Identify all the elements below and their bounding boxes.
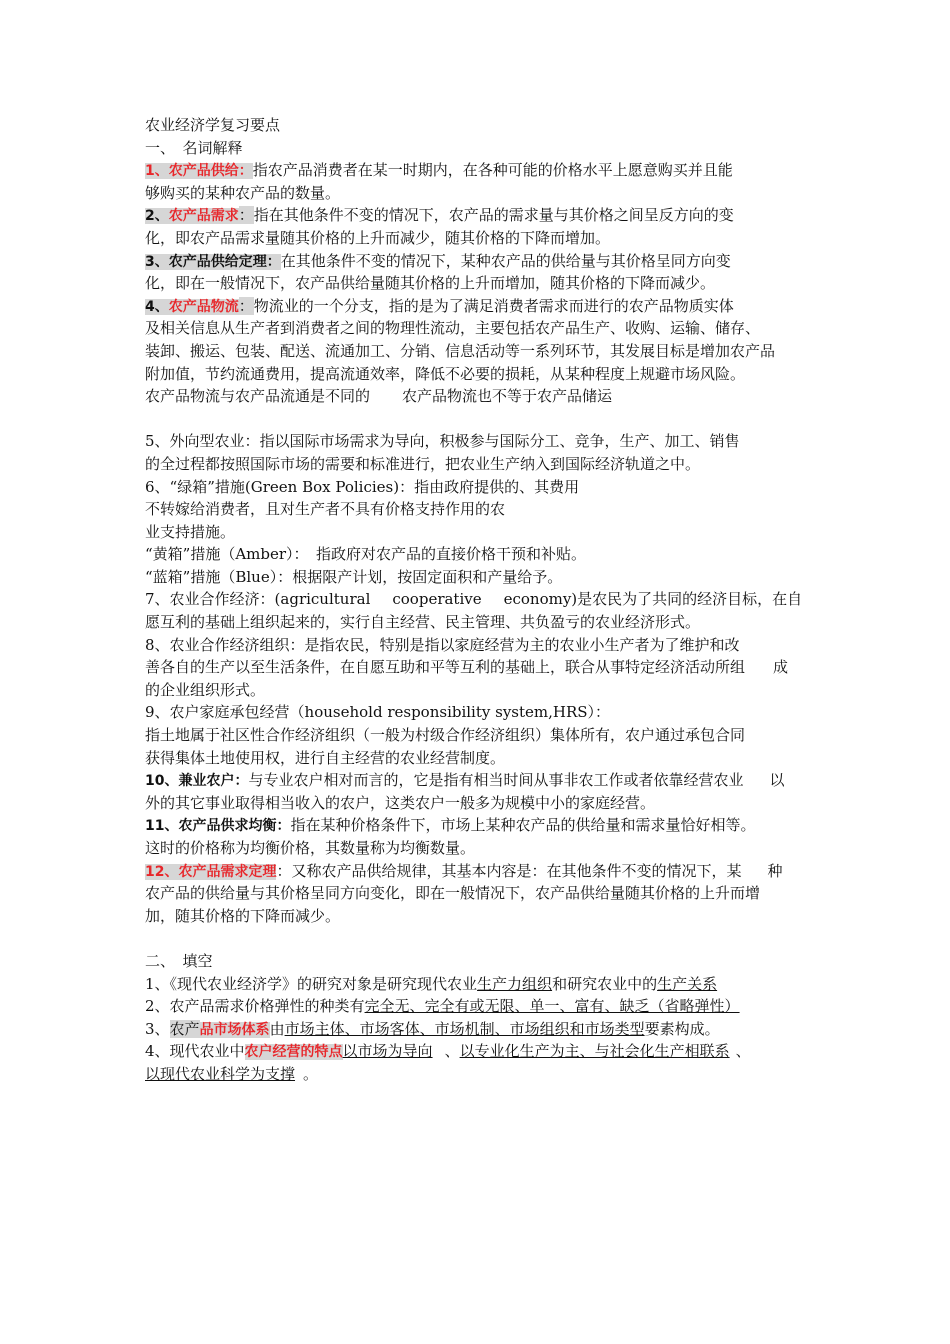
term-11: 11、农产品供求均衡：指在某种价格条件下，市场上某种农产品的供给量和需求量恰好相等。: [145, 816, 756, 835]
term-6: 6、“绿箱”措施(Green Box Policies)：指由政府提供的、其费用: [145, 477, 580, 496]
answer-blank: 市场主体、市场客体、市场机制、市场组织和市场类型: [284, 1019, 645, 1038]
answer-blank: 以专业化生产为主、与社会化生产相联系: [459, 1042, 730, 1061]
term-label: 11、农产品供求均衡：: [145, 818, 291, 835]
term-2: 2、农产品需求：指在其他条件不变的情况下，农产品的需求量与其价格之间呈反方向的变: [145, 206, 734, 225]
answer-blank: 以现代农业科学为支撑: [145, 1064, 296, 1083]
term-5: 5、外向型农业：指以国际市场需求为导向，积极参与国际分工、竞争，生产、加工、销售: [145, 432, 740, 451]
note-line: 农产品物流与农产品流通是不同的 农产品物流也不等于农产品储运: [145, 387, 613, 406]
section-heading-2: 二、 填空: [145, 951, 213, 970]
term-label: 农产品需求: [168, 208, 239, 225]
fill-4: 4、现代农业中农户经营的特点以市场为导向 、以专业化生产为主、与社会化生产相联系 、: [145, 1042, 751, 1061]
term-10: 10、兼业农户：与专业农户相对而言的，它是指有相当时间从事非农工作或者依靠经营农业 以: [145, 771, 785, 790]
term-3: 3、农产品供给定理：在其他条件不变的情况下，某种农产品的供给量与其价格呈同方向变: [145, 251, 731, 270]
fill-1: 1、《现代农业经济学》的研究对象是研究现代农业生产力组织和研究农业中的生产关系: [145, 974, 718, 993]
fill-3: 3、农产品市场体系由市场主体、市场客体、市场机制、市场组织和市场类型要素构成。: [145, 1019, 720, 1038]
fill-2: 2、农产品需求价格弹性的种类有完全无、完全有或无限、单一、富有、缺乏（省略弹性）: [145, 997, 740, 1016]
term-7: 7、农业合作经济：(agricultural cooperative economy)是农民为了共同的经济目标，在自: [145, 590, 803, 609]
term-label: 10、兼业农户：: [145, 773, 249, 790]
document-body: 农业经济学复习要点 一、 名词解释 1、农产品供给：指农产品消费者在某一时期内，在各种可能的价格水平上愿意购买并且能 够购买的某种农产品的数量。 2、农产品需求：指在其他条件不变的情况下，农产品的需求量与其价格之间呈反方向的变 化，即农产品需求量随其价格的上升而减少，随其价格的下降而增加。 3、农产品供给定理：在其他条件不变的情况下，某种农产品的供给量与其价格呈同方向变 化，即在一般情况下，农产品供给量随其价格的上升而增加，随其价格的下降而减少。 4、农产品物流：物流业的一个分支，指的是为了满足消费者需求而进行的农产品物质实体 及相关信息从生产者到消费者之间的物理性流动，主要包括农产品生产、收购、运输、储存、 装卸、搬运、包装、配送、流通加工、分销、信息活动等一系列环节，其发展目标是增加农产品 附加值，节约流通费用，提高流通效率，降低不必要的损耗，从某种程度上规避市场风险。 农产品物流与农产品流通是不同的 农产品物流也不等于农产品储运 5、外向型农业：指以国际市场需求为导向，积极参与国际分工、竞争，生产、加工、销售 的全过程都按照国际市场的需要和标准进行，把农业生产纳入到国际经济轨道之中。 6、“绿箱”措施(Green Box Policies)：指由政府提供的、其费用 不转嫁给消费者，且对生产者不具有价格支持作用的农 业支持措施。 “黄箱”措施（Amber）： 指政府对农产品的直接价格干预和补贴。 “蓝箱”措施（Blue）：根据限产计划，按固定面积和产量给予。 7、农业合作经济：(agricultural cooperative economy)是农民为了共同的经济目标，在自 愿互利的基础上组织起来的，实行自主经营、民主管理、共负盈亏的农业经济形式。 8、农业合作经济组织：是指农民，特别是指以家庭经营为主的农业小生产者为了维护和改 善各自的生产以至生活条件，在自愿互助和平等互利的基础上，联合从事特定经济活动所组 成 的企业组织形式。 9、农户家庭承包经营（household responsibility system,HRS）： 指土地属于社区性合作经济组织（一般为村级合作经济组织）集体所有，农户通过承包合同 获得集体土地使用权，进行自主经营的农业经营制度。 10、兼业农户：与专业农户相对而言的，它是指有相当时间从事非农工作或者依靠经营农业 以 外的其它事业取得相当收入的农户，这类农户一般多为规模中小的家庭经营。 11、农产品供求均衡：指在某种价格条件下，市场上某种农产品的供给量和需求量恰好相等。 这时的价格称为均衡价格，其数量称为均衡数量。 12、农产品需求定理：又称农产品供给规律，其基本内容是：在其他条件不变的情况下，某 种 农产品的供给量与其价格呈同方向变化，即在一般情况下，农产品供给量随其价格的上升而增 加，随其价格的下降而减少。 二、 填空 1、《现代农业经济学》的研究对象是研究现代农业生产力组织和研究农业中的生产关系 2、农产品需求价格弹性的种类有完全无、完全有或无限、单一、富有、缺乏（省略弹性） 3、农产品市场体系由市场主体、市场客体、市场机制、市场组织和市场类型要素构成。 4、现代农业中农户经营的特点以市场为导向 、以专业化生产为主、与社会化生产相联系 、 以现代农业科学为支撑 。: [145, 114, 825, 1086]
term-4: 4、农产品物流：物流业的一个分支，指的是为了满足消费者需求而进行的农产品物质实体: [145, 296, 734, 315]
section-heading-1: 一、 名词解释: [145, 138, 243, 157]
doc-title: 农业经济学复习要点: [145, 116, 281, 134]
answer-blank: 完全无、完全有或无限、单一、富有、缺乏（省略弹性）: [364, 997, 740, 1016]
answer-blank: 生产力组织: [477, 974, 553, 993]
term-label: 3、农产品供给定理：: [145, 253, 281, 270]
answer-blank: 以市场为导向: [342, 1042, 433, 1061]
term-label: 12、农产品需求定理: [145, 863, 277, 880]
answer-blank: 生产关系: [657, 974, 718, 993]
blue-box-line: “蓝箱”措施（Blue）：根据限产计划，按固定面积和产量给予。: [145, 567, 563, 586]
term-label: 1、农产品供给：: [145, 163, 253, 180]
term-8: 8、农业合作经济组织：是指农民，特别是指以家庭经营为主的农业小生产者为了维护和改: [145, 635, 740, 654]
term-label: 农产品物流: [168, 298, 239, 315]
term-9: 9、农户家庭承包经营（household responsibility system,HRS）：: [145, 703, 611, 722]
amber-box-line: “黄箱”措施（Amber）： 指政府对农产品的直接价格干预和补贴。: [145, 545, 587, 564]
term-12: 12、农产品需求定理：又称农产品供给规律，其基本内容是：在其他条件不变的情况下，某 种: [145, 861, 783, 880]
term-1: 1、农产品供给：指农产品消费者在某一时期内，在各种可能的价格水平上愿意购买并且能: [145, 161, 733, 180]
